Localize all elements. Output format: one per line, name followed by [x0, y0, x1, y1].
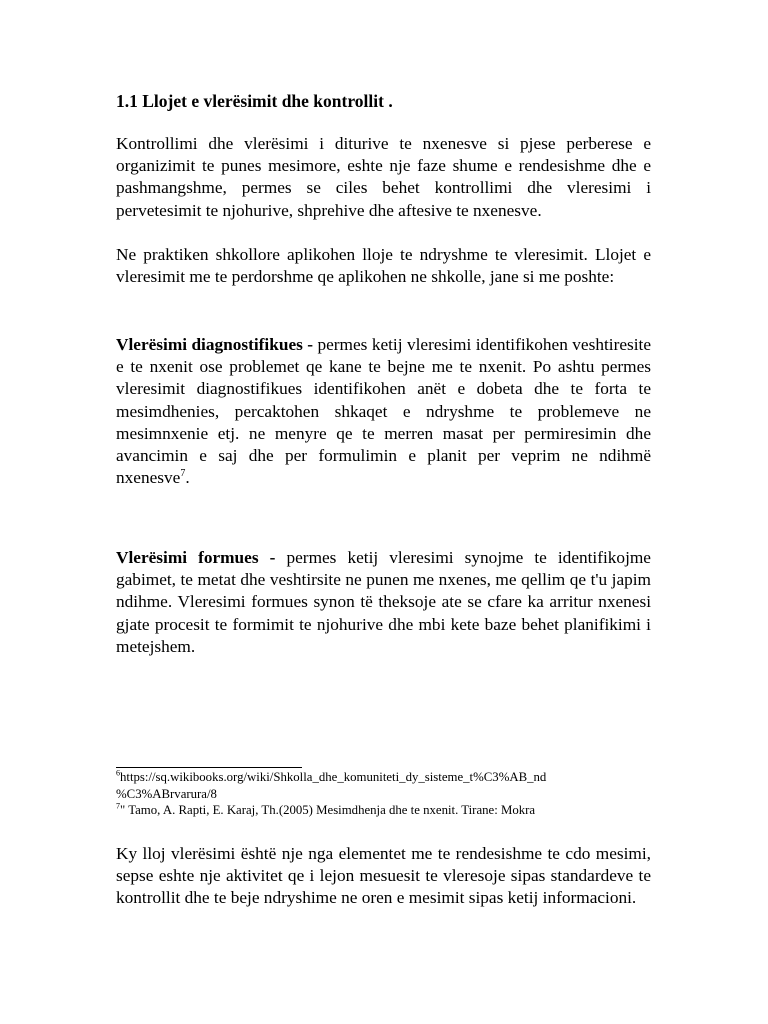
footnote-ref-7: 7 [180, 468, 186, 480]
diagnostic-assessment-term: Vlerësimi diagnostifikues - [116, 335, 314, 354]
formative-assessment-text: permes ketij vleresimi synojme te identifikojme gabimet, te metat dhe veshtirsite ne punen me nxenes, me qellim qe t'u japim ndihme. Vleresimi formues synon të theksoje ate se cfare ka arritur nxenesi gjate procesit te formimit te njohurive dhe mbi kete baze behet planifikimi i metejshem. [116, 548, 651, 656]
footnote-6-url-line-1: https://sq.wikibooks.org/wiki/Shkolla_dhe_komuniteti_dy_sisteme_t%C3%AB_nd [120, 770, 547, 784]
section-heading: 1.1 Llojet e vlerësimit dhe kontrollit . [116, 91, 393, 111]
assessment-types-paragraph: Ne praktiken shkollore aplikohen lloje te ndryshme te vleresimit. Llojet e vleresimit me te perdorshme qe aplikohen ne shkolle, jane si me poshte: [116, 245, 651, 287]
formative-assessment-paragraph [116, 547, 651, 658]
intro-paragraph: Kontrollimi dhe vlerësimi i diturive te nxenesve si pjese perberese e organizimit te punes mesimore, eshte nje faze shume e rendesishme dhe e pashmangshme, permes se ciles behet kontrollimi dhe vleresimi i pervetesimit te njohurive, shprehive dhe aftesive te nxenesve. [116, 134, 651, 220]
footnote-7-mark: 7 [116, 801, 120, 811]
diagnostic-period: . [185, 468, 190, 488]
footnote-7-citation: " Tamo, A. Rapti, E. Karaj, Th.(2005) Mesimdhenja dhe te nxenit. Tirane: Mokra [120, 803, 536, 817]
closing-paragraph: Ky lloj vlerësimi është nje nga elementet me te rendesishme te cdo mesimi, sepse eshte nje aktivitet qe i lejon mesuesit te vleresoje sipas standardeve te kontrollit dhe te beje ndryshime ne oren e mesimit sipas ketij informacioni. [116, 844, 651, 908]
footnotes [116, 769, 656, 819]
diagnostic-assessment-text: permes ketij vleresimi identifikohen veshtiresite e te nxenit ose problemet qe kane te bejne me te nxenit. Po ashtu permes vleresimit diagnostifikues identifikohen anët e dobeta dhe te forta te mesimdhenies, percaktohen shkaqet e ndryshme te problemeve ne mesimnxenie etj. ne menyre qe te merren masat per permiresimin dhe avancimin e saj dhe per formulimin e planit per veprim ne ndihmë nxenesve [116, 335, 651, 488]
formative-assessment-term: Vlerësimi formues - [116, 548, 276, 567]
footnote-6-url-line-2: %C3%ABrvarura/8 [116, 786, 217, 801]
footnote-6-mark: 6 [116, 768, 120, 778]
footnote-6-continuation [116, 786, 656, 803]
footnote-6 [116, 769, 656, 786]
footnote-7 [116, 802, 656, 819]
diagnostic-assessment-paragraph [116, 334, 651, 489]
footnote-separator [116, 767, 302, 768]
